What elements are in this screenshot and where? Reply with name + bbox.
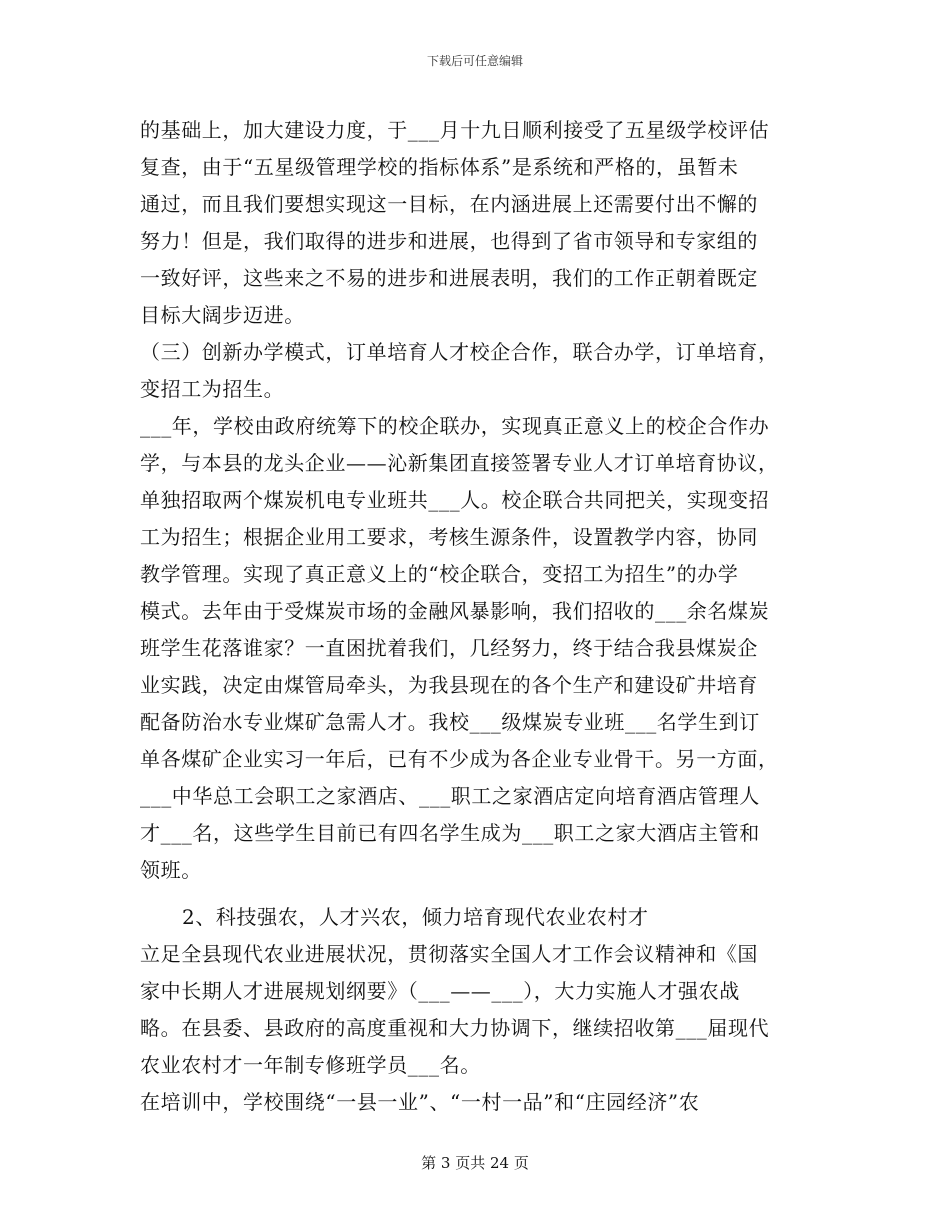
section-heading: 2、科技强农，人才兴农，倾力培育现代农业农村才 bbox=[182, 905, 649, 929]
paragraph-line: 工为招生；根据企业用工要求，考核生源条件，设置教学内容，协同 bbox=[140, 525, 758, 549]
paragraph-line: 立足全县现代农业进展状况，贯彻落实全国人才工作会议精神和《国 bbox=[140, 942, 758, 966]
page-footer: 第 3 页共 24 页 bbox=[421, 1154, 529, 1172]
paragraph-line: 才___名，这些学生目前已有四名学生成为___职工之家大酒店主管和 bbox=[140, 821, 760, 845]
paragraph-line: 教学管理。实现了真正意义上的“校企联合，变招工为招生”的办学 bbox=[140, 562, 739, 586]
paragraph-line: 班学生花落谁家？一直困扰着我们，几经努力，终于结合我县煤炭企 bbox=[140, 636, 758, 660]
paragraph-line: 略。在县委、县政府的高度重视和大力协调下，继续招收第___届现代 bbox=[140, 1016, 770, 1040]
paragraph-line: 目标大阔步迈进。 bbox=[140, 303, 305, 327]
paragraph-line: ___中华总工会职工之家酒店、___职工之家酒店定向培育酒店管理人 bbox=[140, 784, 760, 808]
paragraph-line: 业实践，决定由煤管局牵头，为我县现在的各个生产和建设矿井培育 bbox=[140, 673, 758, 697]
paragraph-line: 一致好评，这些来之不易的进步和进展表明，我们的工作正朝着既定 bbox=[140, 266, 758, 290]
paragraph-line: 学，与本县的龙头企业——沁新集团直接签署专业人才订单培育协议， bbox=[140, 451, 779, 475]
paragraph-line: 配备防治水专业煤矿急需人才。我校___级煤炭专业班___名学生到订 bbox=[140, 710, 760, 734]
section-heading-line: （三）创新办学模式，订单培育人才校企合作，联合办学，订单培育， bbox=[140, 340, 779, 364]
paragraph-line: 领班。 bbox=[140, 858, 202, 882]
page-header: 下载后可任意编辑 bbox=[426, 54, 523, 68]
paragraph-line: 通过，而且我们要想实现这一目标，在内涵进展上还需要付出不懈的 bbox=[140, 192, 758, 216]
paragraph-line: 复查，由于“五星级管理学校的指标体系”是系统和严格的，虽暂未 bbox=[140, 155, 739, 179]
paragraph-line: 农业农村才一年制专修班学员___名。 bbox=[140, 1053, 481, 1077]
section-heading-line: 变招工为招生。 bbox=[140, 377, 285, 401]
paragraph-line: 模式。去年由于受煤炭市场的金融风暴影响，我们招收的___余名煤炭 bbox=[140, 599, 770, 623]
paragraph-line: 在培训中，学校围绕“一县一业”、“一村一品”和“庄园经济”农 bbox=[140, 1090, 700, 1114]
paragraph-line: 单各煤矿企业实习一年后，已有不少成为各企业专业骨干。另一方面， bbox=[140, 747, 779, 771]
paragraph-line: ___年，学校由政府统筹下的校企联办，实现真正意义上的校企合作办 bbox=[140, 414, 770, 438]
paragraph-line: 的基础上，加大建设力度，于___月十九日顺利接受了五星级学校评估 bbox=[140, 118, 770, 142]
paragraph-line: 努力！但是，我们取得的进步和进展，也得到了省市领导和专家组的 bbox=[140, 229, 758, 253]
paragraph-line: 家中长期人才进展规划纲要》（___——___），大力实施人才强农战 bbox=[140, 979, 740, 1003]
paragraph-line: 单独招取两个煤炭机电专业班共___人。校企联合共同把关，实现变招 bbox=[140, 488, 770, 512]
document-body bbox=[140, 112, 810, 1121]
